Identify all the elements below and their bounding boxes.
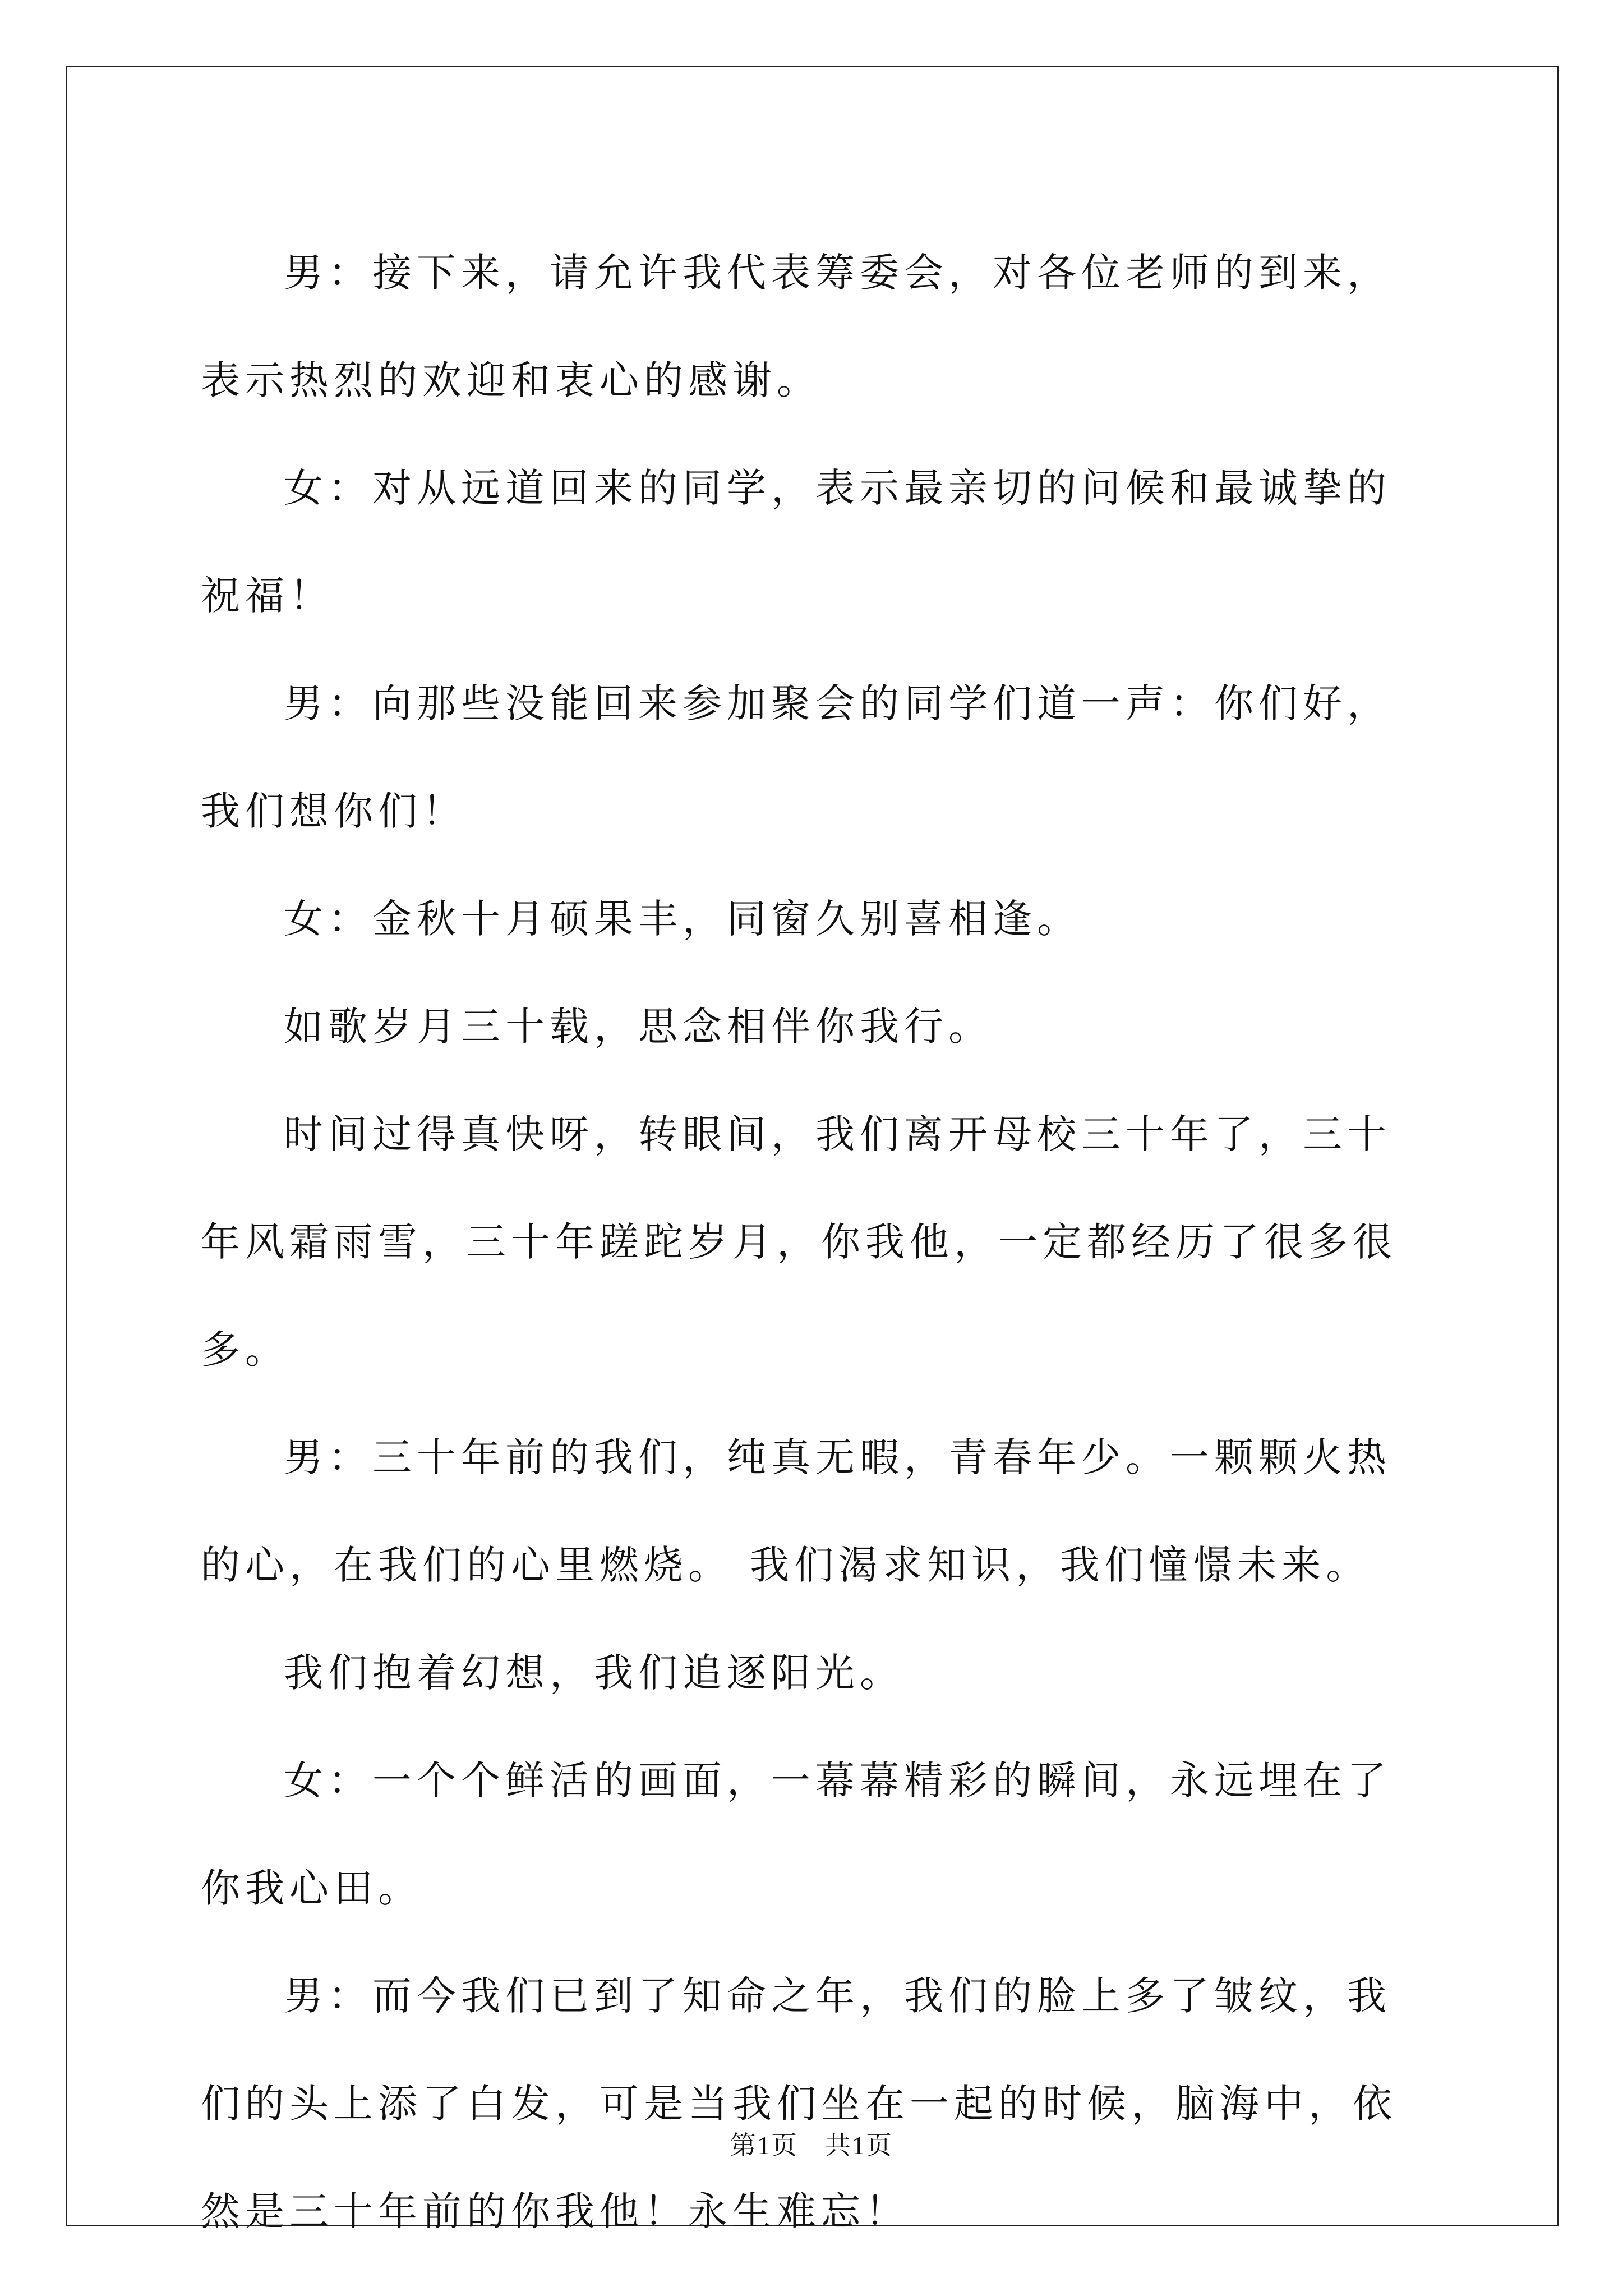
paragraph: 女：一个个鲜活的画面，一幕幕精彩的瞬间，永远埋在了你我心田。 xyxy=(201,1757,1391,1911)
document-body xyxy=(201,219,1430,2265)
paragraph: 男：接下来，请允许我代表筹委会，对各位老师的到来，表示热烈的欢迎和衷心的感谢。 xyxy=(201,250,1391,403)
page-number: 第1页 xyxy=(730,2131,798,2160)
paragraph: 男：三十年前的我们，纯真无暇，青春年少。一颗颗火热的心，在我们的心里燃烧。 我们渴求知识，我们憧憬未来。 xyxy=(201,1434,1391,1588)
paragraph: 男：而今我们已到了知命之年，我们的脸上多了皱纹，我们的头上添了白发，可是当我们坐在一起的时候，脑海中，依然是三十年前的你我他！永生难忘！ xyxy=(201,1973,1397,2234)
paragraph: 时间过得真快呀，转眼间，我们离开母校三十年了，三十年风霜雨雪，三十年蹉跎岁月，你我他，一定都经历了很多很多。 xyxy=(201,1111,1397,1373)
paragraph: 如歌岁月三十载，思念相伴你我行。 xyxy=(284,1004,993,1050)
paragraph: 男：向那些没能回来参加聚会的同学们道一声：你们好，我们想你们！ xyxy=(201,680,1391,834)
paragraph: 我们抱着幻想，我们追逐阳光。 xyxy=(284,1650,904,1696)
page-footer xyxy=(0,2125,1623,2162)
paragraph: 女：对从远道回来的同学，表示最亲切的问候和最诚挚的祝福！ xyxy=(201,465,1391,619)
page-total: 共1页 xyxy=(825,2131,893,2160)
paragraph: 女：金秋十月硕果丰，同窗久别喜相逢。 xyxy=(284,896,1081,942)
